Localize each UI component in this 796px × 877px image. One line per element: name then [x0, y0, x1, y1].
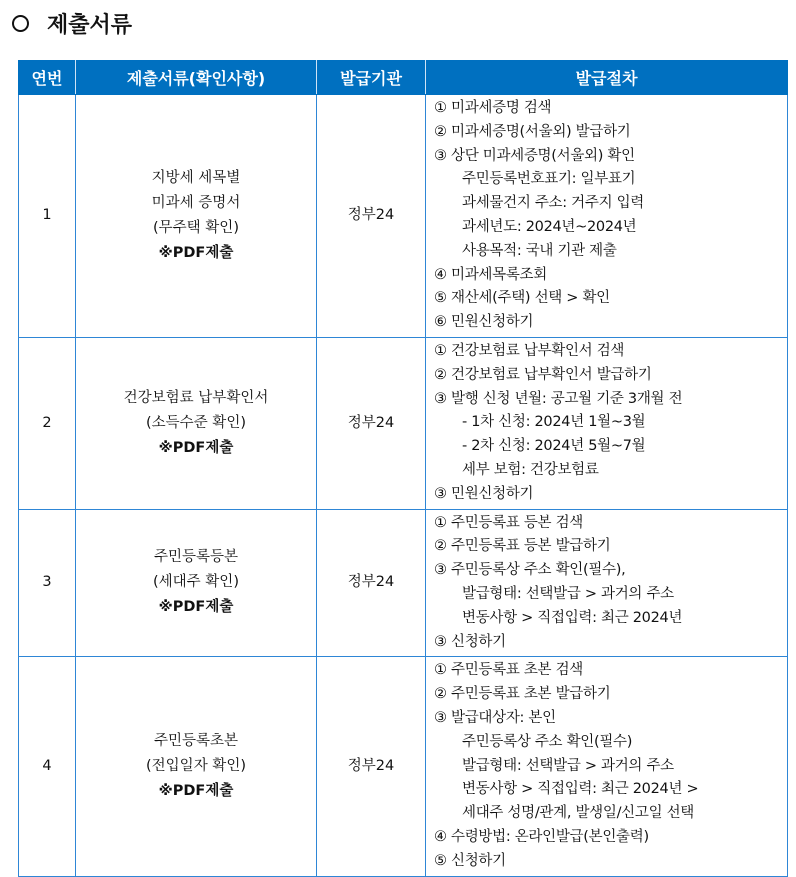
issuer: 정부24: [317, 95, 426, 338]
section-title-text: 제출서류: [47, 13, 133, 38]
step-item: ① 주민등록표 등본 검색: [434, 514, 583, 531]
section-title: [12, 8, 132, 39]
issuer: 정부24: [317, 509, 426, 657]
row-number: 4: [19, 657, 76, 876]
document-line: (소득수준 확인): [146, 414, 246, 431]
table-row: [19, 95, 788, 338]
step-item: 주민등록번호표기: 일부표기: [462, 171, 636, 188]
pdf-note: ※PDF제출: [158, 439, 234, 456]
step-item: 주민등록상 주소 확인(필수): [462, 733, 633, 750]
procedure-steps: [426, 509, 788, 657]
step-item: 과세년도: 2024년~2024년: [462, 218, 637, 235]
step-item: ③ 발급대상자: 본인: [434, 709, 556, 726]
table-row: [19, 509, 788, 657]
pdf-note: ※PDF제출: [158, 244, 234, 261]
document-line: 미과세 증명서: [151, 194, 241, 211]
pdf-note: ※PDF제출: [158, 599, 234, 616]
table-row: [19, 337, 788, 509]
document-name: [76, 657, 317, 876]
document-name: [76, 337, 317, 509]
document-line: (전입일자 확인): [146, 757, 246, 774]
step-item: ② 주민등록표 초본 발급하기: [434, 686, 611, 703]
header-procedure: 발급절차: [426, 61, 788, 95]
step-item: ⑤ 재산세(주택) 선택 > 확인: [434, 290, 610, 307]
step-item: ① 주민등록표 초본 검색: [434, 662, 583, 679]
procedure-steps: [426, 657, 788, 876]
documents-table: [18, 60, 788, 877]
step-item: ③ 주민등록상 주소 확인(필수),: [434, 562, 626, 579]
step-item: ③ 민원신청하기: [434, 485, 534, 502]
step-item: ① 미과세증명 검색: [434, 100, 552, 116]
document-name: [76, 95, 317, 338]
step-item: 과세물건지 주소: 거주지 입력: [462, 195, 644, 212]
step-item: ① 건강보험료 납부확인서 검색: [434, 342, 625, 359]
step-item: 세대주 성명/관계, 발생일/신고일 선택: [462, 805, 695, 822]
step-item: ⑥ 민원신청하기: [434, 314, 534, 331]
step-item: ② 주민등록표 등본 발급하기: [434, 538, 611, 555]
row-number: 3: [19, 509, 76, 657]
step-item: - 2차 신청: 2024년 5월~7월: [462, 438, 646, 455]
pdf-note: ※PDF제출: [158, 782, 234, 799]
step-item: 발급형태: 선택발급 > 과거의 주소: [462, 585, 674, 602]
row-number: 2: [19, 337, 76, 509]
row-number: 1: [19, 95, 76, 338]
circle-bullet-icon: [12, 15, 29, 32]
step-item: ⑤ 신청하기: [434, 852, 506, 869]
document-line: (무주택 확인): [153, 219, 239, 236]
issuer: 정부24: [317, 657, 426, 876]
step-item: ③ 발행 신청 년월: 공고월 기준 3개월 전: [434, 390, 683, 407]
step-item: ② 건강보험료 납부확인서 발급하기: [434, 366, 652, 383]
document-line: 주민등록등본: [153, 549, 239, 566]
step-item: ④ 수령방법: 온라인발급(본인출력): [434, 828, 649, 845]
step-item: 세부 보험: 건강보험료: [462, 461, 599, 478]
document-line: 주민등록초본: [153, 732, 239, 749]
header-issuer: 발급기관: [317, 61, 426, 95]
step-item: 사용목적: 국내 기관 제출: [462, 242, 617, 259]
step-item: ③ 신청하기: [434, 633, 506, 650]
header-document: 제출서류(확인사항): [76, 61, 317, 95]
step-item: 변동사항 > 직접입력: 최근 2024년 >: [462, 781, 699, 798]
step-item: - 1차 신청: 2024년 1월~3월: [462, 414, 646, 431]
step-item: ④ 미과세목록조회: [434, 266, 547, 283]
issuer: 정부24: [317, 337, 426, 509]
header-number: 연번: [19, 61, 76, 95]
table-row: [19, 657, 788, 876]
procedure-steps: [426, 95, 788, 338]
step-item: 발급형태: 선택발급 > 과거의 주소: [462, 757, 674, 774]
step-item: ② 미과세증명(서울외) 발급하기: [434, 123, 631, 140]
document-line: 건강보험료 납부확인서: [123, 389, 269, 406]
step-item: ③ 상단 미과세증명(서울외) 확인: [434, 147, 635, 164]
procedure-steps: [426, 337, 788, 509]
step-item: 변동사항 > 직접입력: 최근 2024년: [462, 609, 683, 626]
document-name: [76, 509, 317, 657]
document-line: 지방세 세목별: [151, 169, 241, 186]
document-line: (세대주 확인): [153, 574, 239, 591]
